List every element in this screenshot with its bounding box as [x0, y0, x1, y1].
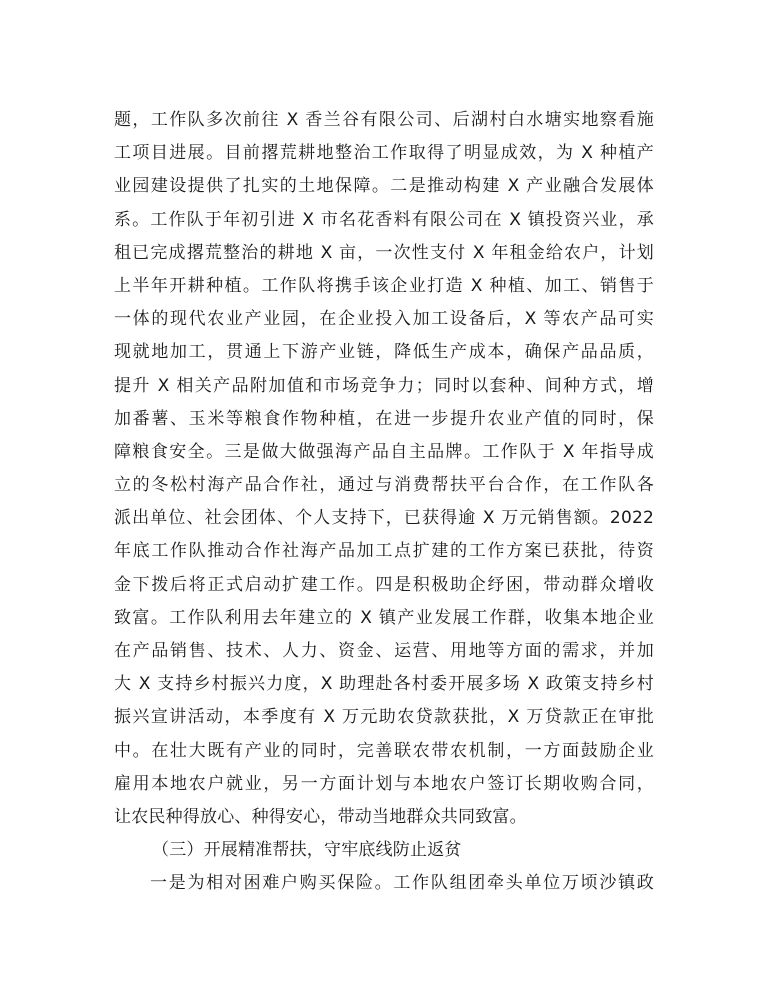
document-body — [114, 104, 654, 901]
section-heading: （三）开展精准帮扶，守牢底线防止返贫 — [152, 840, 462, 861]
body-line-2: 工项目进展。目前撂荒耕地整治工作取得了明显成效，为 X 种植产 — [114, 143, 654, 164]
body-line-14: 年底工作队推动合作社海产品加工点扩建的工作方案已获批，待资 — [114, 541, 654, 562]
body-line-10: 加番薯、玉米等粮食作物种植，在进一步提升农业产值的同时，保 — [114, 408, 654, 429]
body-line-20: 中。在壮大既有产业的同时，完善联农带农机制，一方面鼓励企业 — [114, 740, 654, 761]
body-line-12: 立的冬松村海产品合作社，通过与消费帮扶平台合作，在工作队各 — [114, 475, 654, 496]
body-line-22: 让农民种得放心、种得安心，带动当地群众共同致富。 — [114, 806, 527, 827]
body-line-3: 业园建设提供了扎实的土地保障。二是推动构建 X 产业融合发展体 — [114, 176, 654, 197]
body-line-9: 提升 X 相关产品附加值和市场竞争力；同时以套种、间种方式，增 — [114, 375, 654, 396]
body-line-4: 系。工作队于年初引进 X 市名花香料有限公司在 X 镇投资兴业，承 — [114, 209, 654, 230]
body-line-8: 现就地加工，贯通上下游产业链，降低生产成本，确保产品品质， — [114, 342, 654, 363]
body-line-15: 金下拨后将正式启动扩建工作。四是积极助企纾困，带动群众增收 — [114, 574, 654, 595]
body-line-1: 题，工作队多次前往 X 香兰谷有限公司、后湖村白水塘实地察看施 — [114, 110, 654, 130]
body-line-18: 大 X 支持乡村振兴力度，X 助理赴各村委开展多场 X 政策支持乡村 — [114, 674, 654, 695]
body-line-6: 上半年开耕种植。工作队将携手该企业打造 X 种植、加工、销售于 — [114, 275, 654, 296]
body-line-11: 障粮食安全。三是做大做强海产品自主品牌。工作队于 X 年指导成 — [114, 441, 654, 462]
body-line-21: 雇用本地农户就业，另一方面计划与本地农户签订长期收购合同， — [114, 773, 654, 794]
body-line-7: 一体的现代农业产业园，在企业投入加工设备后，X 等农产品可实 — [114, 309, 654, 330]
body-line-13: 派出单位、社会团体、个人支持下，已获得逾 X 万元销售额。2022 — [114, 508, 654, 529]
body-line-16: 致富。工作队利用去年建立的 X 镇产业发展工作群，收集本地企业 — [114, 607, 654, 628]
body-line-5: 租已完成撂荒整治的耕地 X 亩，一次性支付 X 年租金给农户，计划 — [114, 242, 654, 263]
paragraph-start: 一是为相对困难户购买保险。工作队组团牵头单位万顷沙镇政 — [150, 873, 654, 894]
body-line-17: 在产品销售、技术、人力、资金、运营、用地等方面的需求，并加 — [114, 641, 654, 661]
body-line-19: 振兴宣讲活动，本季度有 X 万元助农贷款获批，X 万贷款正在审批 — [114, 707, 654, 728]
